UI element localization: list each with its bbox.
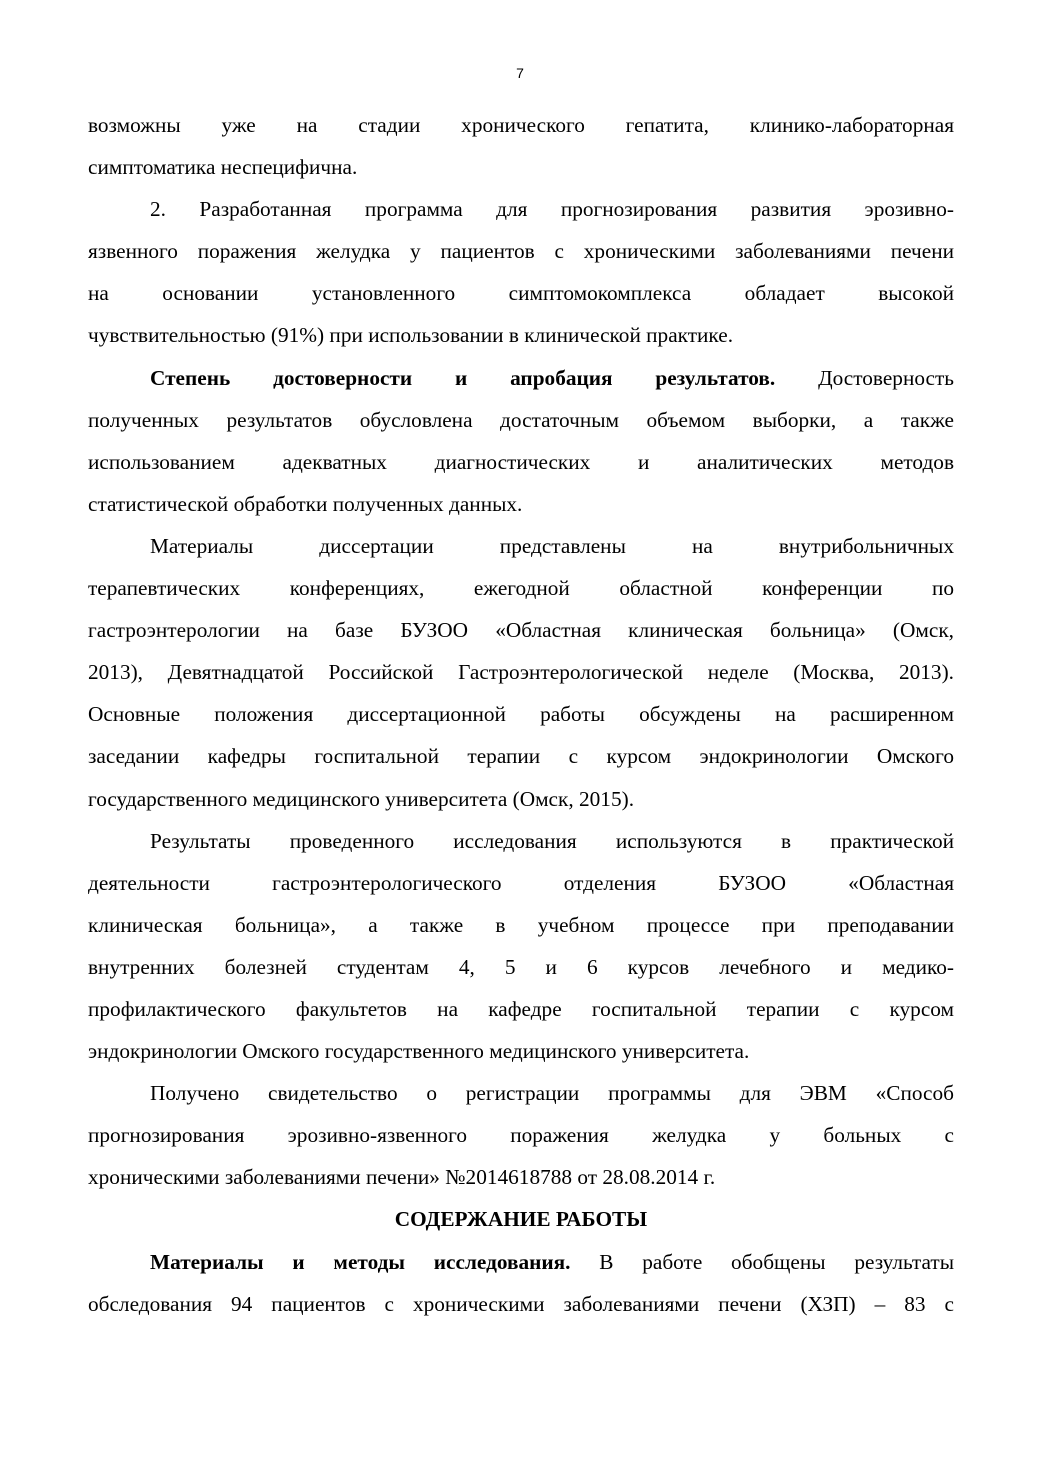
text-line: прогнозирования эрозивно-язвенного поражения желудка у больных с — [88, 1123, 954, 1148]
text-line: хроническими заболеваниями печени» №2014618788 от 28.08.2014 г. — [88, 1165, 716, 1190]
text-line: терапевтических конференциях, ежегодной областной конференции по — [88, 576, 954, 601]
paragraph-certificate — [88, 1072, 954, 1198]
text-line: внутренних болезней студентам 4, 5 и 6 курсов лечебного и медико- — [88, 954, 954, 979]
text-line: Результаты проведенного исследования используются в практической — [150, 828, 954, 853]
paragraph-conclusion-1 — [88, 104, 954, 188]
text-line: эндокринологии Омского государственного медицинского университета. — [88, 1039, 750, 1064]
page-number: 7 — [516, 65, 524, 81]
paragraph-approbation — [88, 525, 954, 820]
section-title: СОДЕРЖАНИЕ РАБОТЫ — [394, 1207, 648, 1232]
text-line: клиническая больница», а также в учебном процессе при преподавании — [88, 912, 954, 937]
text-line: возможны уже на стадии хронического гепатита, клинико-лабораторная — [88, 113, 954, 137]
text-line: государственного медицинского университета (Омск, 2015). — [88, 786, 635, 811]
paragraph-methods — [88, 1241, 954, 1325]
text-line: язвенного поражения желудка у пациентов с хроническими заболеваниями печени — [88, 239, 954, 264]
paragraph-reliability — [88, 357, 954, 525]
inline-heading: Материалы и методы исследования. — [150, 1249, 571, 1274]
inline-text: В работе обобщены результаты — [599, 1249, 954, 1274]
text-line: использованием адекватных диагностических и аналитических методов — [88, 449, 954, 474]
text-line: деятельности гастроэнтерологического отделения БУЗОО «Областная — [88, 870, 954, 895]
document-body — [88, 104, 954, 1325]
paragraph-implementation — [88, 820, 954, 1073]
text-line: симптоматика неспецифична. — [88, 155, 358, 180]
text-line: заседании кафедры госпитальной терапии с курсом эндокринологии Омского — [88, 744, 954, 769]
text-line: 2013), Девятнадцатой Российской Гастроэнтерологической неделе (Москва, 2013). — [88, 660, 954, 685]
text-line: Основные положения диссертационной работы обсуждены на расширенном — [88, 702, 954, 727]
inline-heading: Степень достоверности и апробация результатов. — [150, 365, 776, 390]
text-line: чувствительностью (91%) при использовании в клинической практике. — [88, 323, 734, 348]
text-line: 2. Разработанная программа для прогнозирования развития эрозивно- — [150, 197, 954, 222]
text-line: Получено свидетельство о регистрации программы для ЭВМ «Способ — [150, 1081, 954, 1106]
text-line: полученных результатов обусловлена достаточным объемом выборки, а также — [88, 407, 954, 432]
paragraph-conclusion-2 — [88, 188, 954, 356]
inline-text: Достоверность — [818, 365, 954, 390]
text-line: профилактического факультетов на кафедре госпитальной терапии с курсом — [88, 996, 954, 1021]
text-line: на основании установленного симптомокомплекса обладает высокой — [88, 281, 954, 306]
text-line: гастроэнтерологии на базе БУЗОО «Областная клиническая больница» (Омск, — [88, 618, 954, 643]
text-line: обследования 94 пациентов с хроническими заболеваниями печени (ХЗП) – 83 с — [88, 1291, 954, 1316]
text-line — [88, 1241, 954, 1283]
text-line: Материалы диссертации представлены на внутрибольничных — [150, 533, 954, 558]
text-line: статистической обработки полученных данных. — [88, 491, 523, 516]
text-line — [88, 357, 954, 399]
